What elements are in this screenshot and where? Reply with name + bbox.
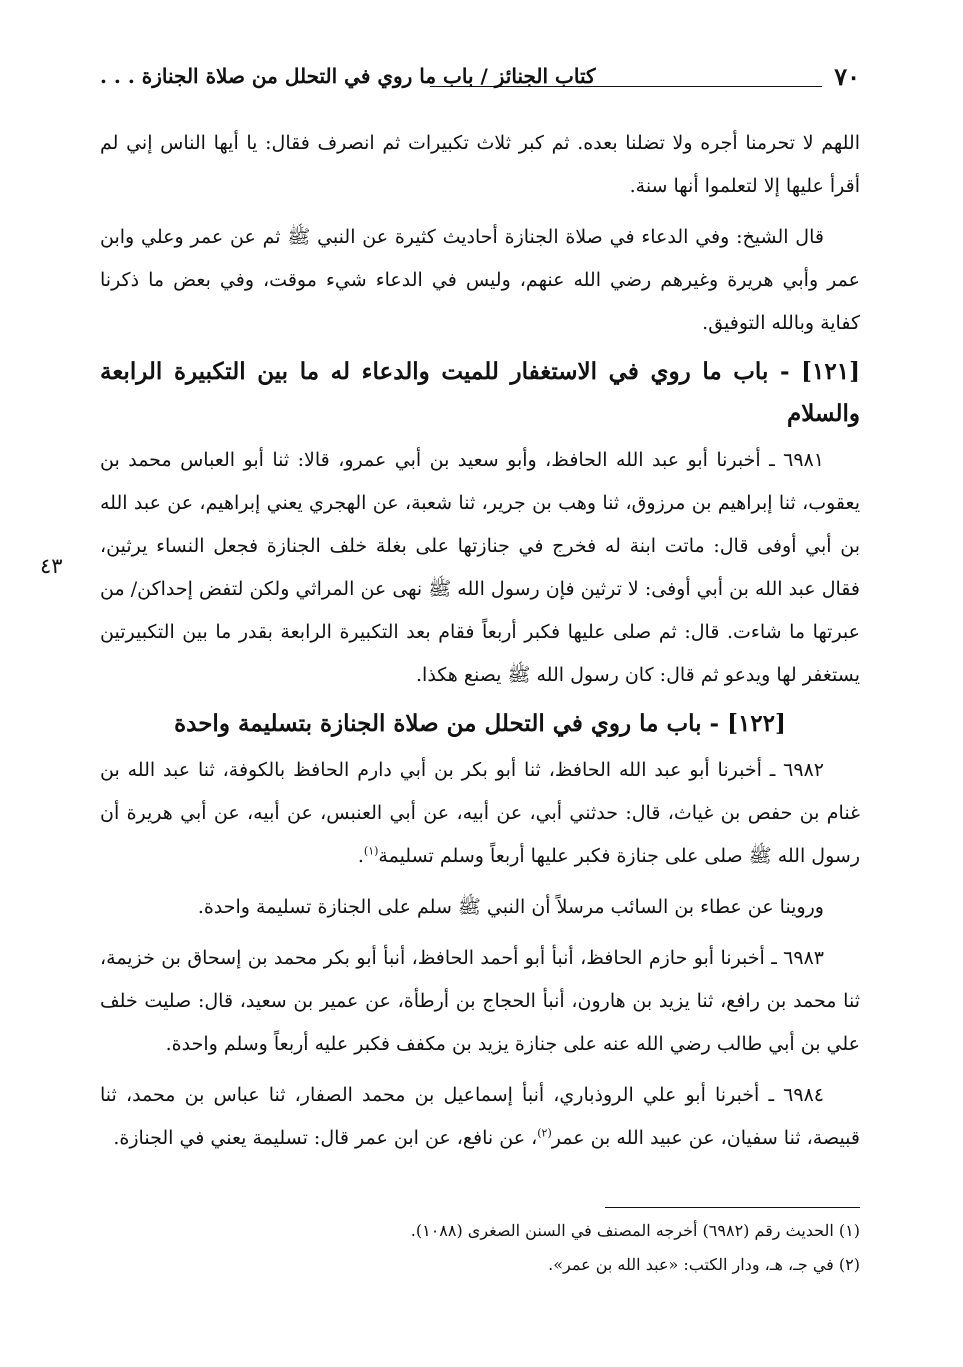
footnote-ref-2: (٢) xyxy=(537,1126,552,1140)
hadith-6982-end: . xyxy=(357,845,364,867)
paragraph-sheikh-comment: قال الشيخ: وفي الدعاء في صلاة الجنازة أحاديث كثيرة عن النبي ﷺ ثم عن عمر وعلي وابن عمر وأبي هريرة وغيرهم رضي الله عنهم، وليس في الدعاء شيء موقت، وفي بعض ما ذكرنا كفاية وبالله التوفيق. xyxy=(100,226,860,334)
hadith-6984-text: ٦٩٨٤ ـ أخبرنا أبو علي الروذباري، أنبأ إسماعيل بن محمد الصفار، ثنا عباس بن محمد، ثنا قبيصة، ثنا سفيان، عن عبيد الله بن عمر xyxy=(100,1084,860,1149)
footnote-separator xyxy=(605,1207,860,1208)
footnote-1: (١) الحديث رقم (٦٩٨٢) أخرجه المصنف في السنن الصغرى (١٠٨٨). xyxy=(410,1221,860,1240)
page-number: ٧٠ xyxy=(834,62,860,91)
chapter-heading-121: [١٢١] - باب ما روي في الاستغفار للميت والدعاء له ما بين التكبيرة الرابعة والسلام xyxy=(100,358,860,427)
paragraph-ata-report: وروينا عن عطاء بن السائب مرسلاً أن النبي ﷺ سلم على الجنازة تسليمة واحدة. xyxy=(197,896,824,918)
running-title: كتاب الجنائز / باب ما روي في التحلل من صلاة الجنازة . . . xyxy=(100,64,596,88)
hadith-6983: ٦٩٨٣ ـ أخبرنا أبو حازم الحافظ، أنبأ أبو أحمد الحافظ، أنبأ أبو بكر محمد بن إسحاق بن خزيمة، ثنا محمد بن رافع، ثنا يزيد بن هارون، أنبأ الحجاج بن أرطأة، عن عمير بن سعيد، قال: صليت خلف علي بن أبي طالب رضي الله عنه على جنازة يزيد بن مكفف فكبر عليه أربعاً وسلم واحدة. xyxy=(100,947,860,1055)
footnote-2: (٢) في جـ، هـ، ودار الكتب: «عبد الله بن عمر». xyxy=(548,1255,860,1274)
page-body xyxy=(100,122,860,1160)
chapter-heading-122: [١٢٢] - باب ما روي في التحلل من صلاة الجنازة بتسليمة واحدة xyxy=(174,710,786,737)
hadith-6981: ٦٩٨١ ـ أخبرنا أبو عبد الله الحافظ، وأبو سعيد بن أبي عمرو، قالا: ثنا أبو العباس محمد بن يعقوب، ثنا إبراهيم بن مرزوق، ثنا وهب بن جرير، ثنا شعبة، عن الهجري يعني إبراهيم، عن عبد الله بن أبي أوفى قال: ماتت ابنة له فخرج في جنازتها على بغلة خلف الجنازة فجعل النساء يرثين، فقال عبد الله بن أبي أوفى: لا ترثين فإن رسول الله ﷺ نهى عن المراثي ولكن لتفض إحداكن/ من عبرتها ما شاءت. قال: ثم صلى عليها فكبر أربعاً فقام بعد التكبيرة الرابعة بقدر ما بين التكبيرتين يستغفر لها ويدعو ثم قال: كان رسول الله ﷺ يصنع هكذا. xyxy=(100,449,860,686)
hadith-6982-text: ٦٩٨٢ ـ أخبرنا أبو عبد الله الحافظ، ثنا أبو بكر بن أبي دارم الحافظ بالكوفة، ثنا عبد الله بن غنام بن حفص بن غياث، قال: حدثني أبي، عن أبيه، عن أبي العنبس، عن أبيه، عن أبي هريرة أن رسول الله ﷺ صلى على جنازة فكبر عليها أربعاً وسلم تسليمة xyxy=(100,759,860,867)
page-header xyxy=(100,62,860,102)
footnotes xyxy=(100,1214,860,1282)
manuscript-page-marker: ٤٣ xyxy=(40,554,63,578)
footnote-ref-1: (١) xyxy=(363,844,379,858)
hadith-6982 xyxy=(100,749,860,878)
hadith-6984-end: ، عن نافع، عن ابن عمر قال: تسليمة يعني في الجنازة. xyxy=(113,1127,538,1149)
paragraph-continuation: اللهم لا تحرمنا أجره ولا تضلنا بعده. ثم كبر ثلاث تكبيرات ثم انصرف فقال: يا أيها الناس إني لم أقرأ عليها إلا لتعلموا أنها سنة. xyxy=(100,132,860,197)
hadith-6984 xyxy=(100,1074,860,1160)
